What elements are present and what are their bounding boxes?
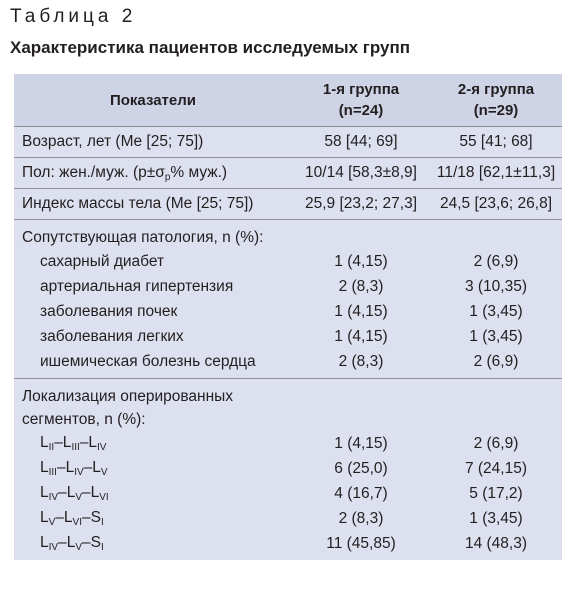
table-row-age [14, 126, 562, 157]
row-value-group-2: 2 (6,9) [473, 352, 519, 370]
table-row [14, 249, 562, 274]
segment-subscript: VI [72, 517, 82, 528]
segment-subscript: V [48, 517, 56, 528]
segment-letter: –L [58, 534, 76, 551]
row-value-group-2: 1 (3,45) [469, 509, 523, 527]
row-label: артериальная гипертензия [40, 277, 234, 295]
row-label: сахарный диабет [40, 252, 165, 270]
table-header-row [14, 74, 562, 126]
row-label: Возраст, лет (Me [25; 75]) [22, 133, 204, 150]
segments-heading-line: Локализация оперированных [22, 388, 234, 405]
table-caption: Таблица 2 [10, 6, 137, 27]
header-group-2-name: 2-я группа [457, 81, 535, 98]
table-row [14, 531, 562, 556]
segment-letter: L [40, 434, 49, 451]
segment-letter: –L [58, 484, 76, 501]
row-label: ишемическая болезнь сердца [40, 352, 256, 370]
row-label [14, 434, 292, 453]
row-value-group-2: 5 (17,2) [469, 484, 523, 502]
row-value-group-1: 6 (25,0) [334, 459, 388, 477]
segment-letter: L [40, 459, 49, 476]
segment-subscript: V [100, 467, 108, 478]
segment-letter: –L [82, 484, 100, 501]
segment-subscript: III [48, 467, 57, 478]
segment-letter: –L [56, 459, 75, 476]
row-value-group-1: 2 (8,3) [338, 277, 384, 295]
row-label: заболевания почек [40, 302, 178, 320]
header-group-1 [292, 79, 430, 121]
row-value-group-1: 4 (16,7) [334, 484, 388, 502]
row-value-group-2: 1 (3,45) [469, 327, 523, 345]
table-row-sex [14, 157, 562, 188]
segment-letter: L [40, 534, 49, 551]
row-value-group-1: 1 (4,15) [334, 327, 388, 345]
patient-characteristics-table [14, 74, 562, 560]
row-value-group-2: 55 [41; 68] [459, 133, 533, 150]
row-label [14, 164, 292, 183]
header-group-2 [430, 79, 562, 121]
row-label: Индекс массы тела (Me [25; 75]) [22, 195, 254, 212]
row-value-group-2: 11/18 [62,1±11,3] [436, 164, 556, 181]
segment-subscript: V [75, 542, 82, 553]
table-title: Характеристика пациентов исследуемых групп [10, 38, 411, 57]
segment-letter: –S [82, 509, 101, 526]
table-row [14, 481, 562, 506]
row-value-group-2: 24,5 [23,6; 26,8] [439, 195, 553, 212]
table-row [14, 299, 562, 324]
table-row [14, 431, 562, 456]
segment-letter: L [40, 509, 49, 526]
row-label [14, 509, 292, 528]
segment-letter: –L [55, 509, 73, 526]
segment-letter: –L [79, 434, 98, 451]
comorbidity-heading: Сопутствующая патология, n (%): [22, 229, 264, 246]
row-label [14, 484, 292, 503]
row-value-group-2: 3 (10,35) [464, 277, 528, 295]
row-label [14, 459, 292, 478]
segment-letter: –L [54, 434, 72, 451]
row-value-group-2: 14 (48,3) [464, 534, 528, 552]
segment-subscript: IV [97, 442, 107, 453]
label-subscript: p [164, 171, 171, 183]
segments-block [14, 378, 562, 560]
row-value-group-2: 1 (3,45) [469, 302, 523, 320]
label-text: % муж.) [170, 163, 228, 181]
row-value-group-2: 2 (6,9) [473, 252, 519, 270]
row-value-group-1: 11 (45,85) [326, 534, 396, 552]
row-value-group-1: 1 (4,15) [334, 302, 388, 320]
segment-letter: –S [82, 534, 101, 551]
row-value-group-2: 2 (6,9) [473, 434, 519, 452]
row-value-group-1: 1 (4,15) [334, 252, 388, 270]
segments-heading [14, 385, 562, 431]
segment-subscript: IV [48, 542, 59, 553]
table-row [14, 349, 562, 374]
row-value-group-1: 10/14 [58,3±8,9] [305, 164, 417, 181]
table-row [14, 274, 562, 299]
segment-subscript: V [75, 492, 82, 503]
table-row-bmi [14, 188, 562, 219]
table-row [14, 506, 562, 531]
segment-subscript: I [100, 542, 104, 553]
row-value-group-1: 1 (4,15) [334, 434, 388, 452]
row-value-group-1: 2 (8,3) [338, 509, 384, 527]
row-value-group-1: 25,9 [23,2; 27,3] [304, 195, 418, 212]
comorbidity-block [14, 219, 562, 378]
segment-subscript: VI [99, 492, 109, 503]
segments-heading-line: сегментов, n (%): [22, 411, 146, 428]
segment-letter: L [40, 484, 49, 501]
row-label [14, 534, 292, 553]
segment-subscript: IV [48, 492, 59, 503]
row-value-group-1: 2 (8,3) [338, 352, 384, 370]
table-row [14, 324, 562, 349]
segment-subscript: IV [74, 467, 84, 478]
label-text: Пол: жен./муж. (p±σ [22, 163, 165, 181]
header-group-2-n: (n=29) [473, 102, 519, 119]
segment-letter: –L [83, 459, 101, 476]
header-indicator: Показатели [109, 91, 196, 109]
header-group-1-name: 1-я группа [322, 81, 400, 98]
row-label: заболевания легких [40, 327, 184, 345]
row-value-group-1: 58 [44; 69] [324, 133, 398, 150]
table-row [14, 456, 562, 481]
segment-subscript: I [100, 517, 104, 528]
segment-subscript: III [71, 442, 80, 453]
segment-subscript: II [48, 442, 55, 453]
row-value-group-2: 7 (24,15) [464, 459, 528, 477]
header-group-1-n: (n=24) [338, 102, 384, 119]
